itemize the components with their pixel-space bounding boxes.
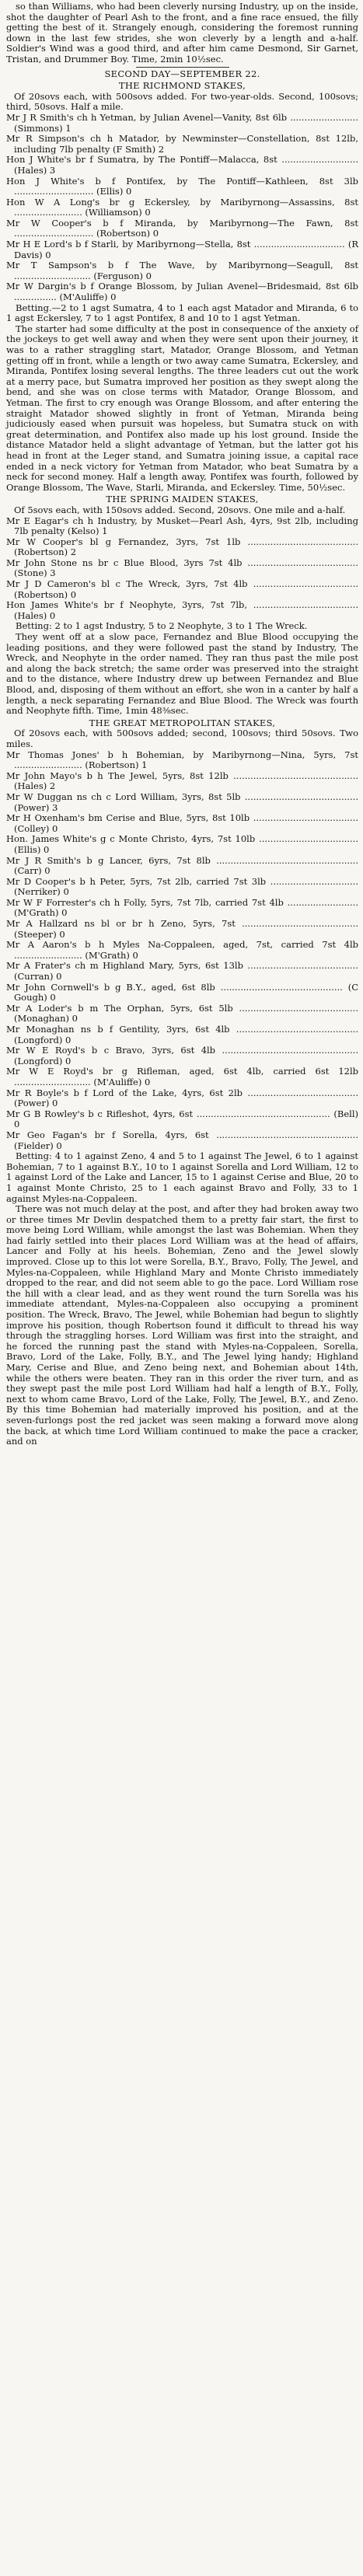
- entry-line: Mr A Frater's ch m Highland Mary, 5yrs, 6st 13lb ....................................... (Curran) 0: [6, 960, 358, 983]
- entry-line: Mr A Loder's b m The Orphan, 5yrs, 6st 5lb .......................................... (Monaghan) 0: [6, 1002, 358, 1024]
- race-entries: [6, 113, 358, 303]
- entry-line: Mr Geo Fagan's br f Sorella, 4yrs, 6st .................................................. (Fielder) 0: [6, 1129, 358, 1151]
- entry-line: Mr W E Royd's b c Bravo, 3yrs, 6st 4lb ................................................ (Longford) 0: [6, 1045, 358, 1066]
- entry-line: Mr John Mayo's b h The Jewel, 5yrs, 8st 12lb ............................................ (Hales) 2: [6, 770, 358, 792]
- race-title: THE SPRING MAIDEN STAKES,: [106, 494, 259, 505]
- race-title: THE GREAT METROPOLITAN STAKES,: [89, 717, 276, 728]
- entry-line: Mr E Eagar's ch h Industry, by Musket—Pearl Ash, 4yrs, 9st 2lb, including 7lb penalty (Kelso) 1: [6, 515, 358, 537]
- entry-line: Mr Thomas Jones' b h Bohemian, by Maribyrnong—Nina, 5yrs, 7st ........................ (Robertson) 1: [6, 749, 358, 771]
- entry-line: Mr J R Smith's ch h Yetman, by Julian Avenel—Vanity, 8st 6lb ........................ (Simmons) 1: [6, 111, 358, 134]
- entry-line: Mr D Cooper's b h Peter, 5yrs, 7st 2lb, carried 7st 3lb ............................... (Nerriker) 0: [6, 875, 358, 898]
- entry-line: Hon James White's br f Neophyte, 3yrs, 7st 7lb, ..................................... (Hales) 0: [6, 599, 358, 621]
- day-heading: SECOND DAY—SEPTEMBER 22.: [104, 68, 260, 79]
- betting-line: Betting: 2 to 1 agst Industry, 5 to 2 Neophyte, 3 to 1 The Wreck.: [16, 620, 308, 632]
- race-report: There was not much delay at the post, and after they had broken away two or three times Mr Devlin despatched them to a pretty fair start, the first to move being Lord William, while amongst the last was Bohemian. When they had fairly settled into their places Lord William was at the head of affairs, Lancer and Folly at his heels. Bohemian, Zeno and the Jewel slowly improved. Close up to this lot were Sorella, B.Y., Bravo, Folly, The Jewel, and Myles-na-Coppaleen, while Highland Mary and Monte Christo immediately dropped to the rear, and did not seem able to go the pace. Lord William rose the hill with a clear lead, and as they went round the turn Sorella was his immediate attendant, Myles-na-Coppaleen also occupying a prominent position. The Wreck, Bravo, The Jewel, while Bohemian had begun to slightly improve his position, though Robertson found it difficult to thread his way through the straggling horses. Lord William was first into the straight, and he forced the running past the stand with Myles-na-Coppaleen, Sorella, Bravo, Lord of the Lake, Folly, B.Y., and The Jewel lying handy; Highland Mary, Cerise and Blue, and Zeno being next, and Bohemian about 14th, while the others were beaten. They ran in this order the river turn, and as they swept past the mile post Lord William had half a length of B.Y., Folly, next to whom came Bravo, Lord of the Lake, Folly, The Jewel, B.Y., and Zeno. By this time Bohemian had materially improved his position, and at the seven-furlongs post the red jacket was seen making a forward move along the back, at which time Lord William continued to make the pace a cracker, and on: [6, 1203, 358, 1447]
- intro-paragraph: so than Williams, who had been cleverly nursing Industry, up on the inside, shot the daughter of Pearl Ash to the front, and a fine race ensued, the filly getting the best of it. Strangely enough, considering the foremost running down in the last few strides, she won cleverly by a length and a-half. Soldier's Wind was a good third, and after him came Desmond, Sir Garnet, Tristan, and Drummer Boy. Time, 2min 10½sec.: [6, 1, 358, 65]
- entry-line: Mr H Oxenham's bm Cerise and Blue, 5yrs, 8st 10lb ..................................... (Colley) 0: [6, 812, 358, 834]
- entry-line: Mr J R Smith's b g Lancer, 6yrs, 7st 8lb .................................................. (Carr) 0: [6, 854, 358, 877]
- betting-line: Betting: 4 to 1 against Zeno, 4 and 5 to 1 against The Jewel, 6 to 1 against Bohemian, 7 to 1 against B.Y., 10 to 1 against Sorella and Lord William, 12 to 1 against Lord of the Lake and Lancer, 15 to 1 against Cerise and Blue, 20 to 1 against Monte Christo, 25 to 1 each against Bravo and Folly, 33 to 1 against Myles-na-Coppaleen.: [6, 1150, 358, 1204]
- section-rule: [136, 67, 229, 68]
- entry-line: Mr R Simpson's ch h Matador, by Newminster—Constellation, 8st 12lb, including 7lb penalty (F Smith) 2: [6, 133, 358, 155]
- entry-line: Mr W E Royd's br g Rifleman, aged, 6st 4lb, carried 6st 12lb ........................... (M'Auliffe) 0: [6, 1066, 358, 1087]
- race-report: They went off at a slow pace, Fernandez and Blue Blood occupying the leading positions, and they were followed past the stand by Industry, The Wreck, and Neophyte in the order named. They ran thus past the mile post and along the back stretch; the same order was preserved into the straight and to the distance, where Industry drew up between Fernandez and Blue Blood, and, disposing of them without an effort, she won in a canter by half a length, a neck separating Fernandez and Blue Blood. The Wreck was fourth and Neophyte fifth. Time, 1min 48⅜sec.: [6, 631, 358, 717]
- entry-line: Hon. James White's g c Monte Christo, 4yrs, 7st 10lb ................................... (Ellis) 0: [6, 833, 358, 855]
- entry-line: Mr H E Lord's b f Starli, by Maribyrnong—Stella, 8st ................................ (R Davis) 0: [6, 239, 358, 260]
- entry-line: Mr W Dargin's b f Orange Blossom, by Julian Avenel—Bridesmaid, 8st 6lb ............... (M'Auliffe) 0: [6, 281, 358, 303]
- race-conditions: Of 20sovs each, with 500sovs added. For two-year-olds. Second, 100sovs; third, 50sovs. Half a mile.: [6, 90, 358, 113]
- race-title: THE RICHMOND STAKES,: [118, 80, 246, 92]
- entry-line: Mr W Cooper's bl g Fernandez, 3yrs, 7st 1lb ....................................... (Robertson) 2: [6, 536, 358, 558]
- race-conditions: Of 5sovs each, with 150sovs added. Second, 20sovs. One mile and a-half.: [14, 504, 346, 515]
- entry-line: Hon J White's b f Pontifex, by The Pontiff—Kathleen, 8st 3lb ............................ (Ellis) 0: [6, 175, 358, 197]
- entry-line: Hon W A Long's br g Eckersley, by Maribyrnong—Assassins, 8st ........................ (Williamson) 0: [6, 196, 358, 218]
- entry-line: Mr A Hallzard ns bl or br h Zeno, 5yrs, 7st ......................................... (Steeper) 0: [6, 918, 358, 940]
- entry-line: Mr G B Rowley's b c Rifleshot, 4yrs, 6st ............................................... (Bell) 0: [6, 1108, 358, 1130]
- race-richmond-stakes: [6, 81, 358, 493]
- race-conditions: Of 20sovs each, with 500sovs added; second, 100sovs; third 50sovs. Two miles.: [6, 728, 358, 749]
- entry-line: Mr T Sampson's b f The Wave, by Maribyrnong—Seagull, 8st ........................... (Ferguson) 0: [6, 260, 358, 281]
- entry-line: Mr W F Forrester's ch h Folly, 5yrs, 7st 7lb, carried 7st 4lb ......................... (M'Grath) 0: [6, 896, 358, 919]
- entry-line: Mr John Stone ns br c Blue Blood, 3yrs 7st 4lb ....................................... (Stone) 3: [6, 557, 358, 579]
- entry-line: Hon J White's br f Sumatra, by The Pontiff—Malacca, 8st ........................... (Hales) 3: [6, 154, 358, 176]
- entry-line: Mr J D Cameron's bl c The Wreck, 3yrs, 7st 4lb ..................................... (Robertson) 0: [6, 578, 358, 600]
- race-report: The starter had some difficulty at the post in consequence of the anxiety of the jockeys to get well away and when they were sent upon their journey, it was to a rather straggling start, Matador, Orange Blossom, and Yetman getting off in front, while a length or two away came Sumatra, Eckersley, and Miranda, Pontifex losing several lengths. The three leaders cut out the work at a merry pace, but Sumatra improved her position as they swept along the bend, and she was on close terms with Matador, Orange Blossom, and Yetman. The first to cry enough was Orange Blossom, and after entering the straight Matador showed slightly in front of Yetman, Miranda being judiciously eased when pursuit was hopeless, but Sumatra stuck on with great determination, and Pontifex also made up his lost ground. Inside the distance Matador held a slight advantage of Yetman, but the latter got his head in front at the Leger stand, and Sumatra joining issue, a capital race ended in a neck victory for Yetman from Matador, who beat Sumatra by a neck for second money. Half a length away, Pontifex was fourth, followed by Orange Blossom, The Wave, Starli, Miranda, and Eckersley. Time, 50½sec.: [6, 323, 358, 493]
- race-entries: [6, 516, 358, 622]
- entry-line: Mr John Cornwell's b g B.Y., aged, 6st 8lb ........................................... (C Gough) 0: [6, 981, 358, 1004]
- betting-line: Betting.—2 to 1 agst Sumatra, 4 to 1 each agst Matador and Miranda, 6 to 1 agst Eckersley, 7 to 1 agst Pontifex, 8 and 10 to 1 agst Yetman.: [6, 302, 358, 324]
- race-entries: [6, 750, 358, 1152]
- entry-line: Mr Monaghan ns b f Gentility, 3yrs, 6st 4lb ........................................... (Longford) 0: [6, 1024, 358, 1045]
- entry-line: Mr A Aaron's b h Myles Na-Coppaleen, aged, 7st, carried 7st 4lb ........................ (M'Grath) 0: [6, 939, 358, 961]
- entry-line: Mr W Cooper's b f Miranda, by Maribyrnong—The Fawn, 8st ............................ (Robertson) 0: [6, 217, 358, 239]
- entry-line: Mr R Boyle's b f Lord of the Lake, 4yrs, 6st 2lb ....................................... (Power) 0: [6, 1087, 358, 1109]
- race-spring-maiden-stakes: [6, 494, 358, 716]
- entry-line: Mr W Duggan ns ch c Lord William, 3yrs, 8st 5lb ........................................ (Power) 3: [6, 791, 358, 813]
- race-great-metropolitan-stakes: [6, 718, 358, 1447]
